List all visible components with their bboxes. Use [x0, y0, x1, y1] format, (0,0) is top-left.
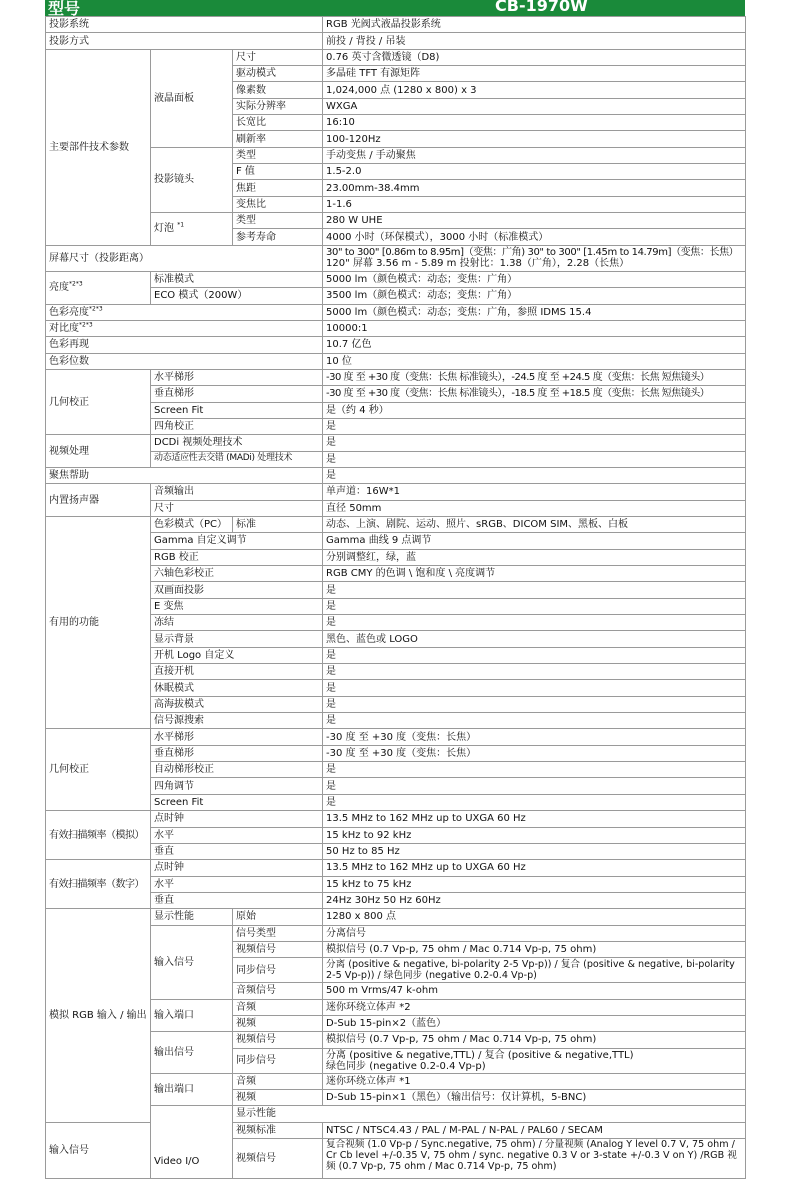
row-label: 直接开机: [151, 664, 323, 680]
row-value: D-Sub 15-pin×1（黑色）（输出信号：仅计算机，5-BNC): [323, 1089, 746, 1105]
row-value: 分离信号: [323, 925, 746, 941]
row-value: 手动变焦 / 手动聚焦: [323, 147, 746, 163]
row-value: 是: [323, 435, 746, 451]
row-label: 水平梯形: [151, 729, 323, 745]
table-row: [46, 1032, 746, 1048]
row-value: 单声道：16W*1: [323, 484, 746, 500]
table-row: [46, 696, 746, 712]
table-row: [46, 402, 746, 418]
row-value: 13.5 MHz to 162 MHz up to UXGA 60 Hz: [323, 811, 746, 827]
row-value: WXGA: [323, 98, 746, 114]
row-label: 像素数: [233, 82, 323, 98]
row-value: 分离 (positive & negative, bi-polarity 2-5 Vp-p)) / 复合 (positive & negative, bi-polarity 2-5 Vp-p)) / 绿色同步 (negative 0.2-0.4 Vp-p): [323, 958, 746, 983]
table-row: [46, 843, 746, 859]
table-row: [46, 876, 746, 892]
row-label: 垂直梯形: [151, 386, 323, 402]
table-row: [46, 271, 746, 287]
table-row: [46, 516, 746, 532]
row-value: 15 kHz to 75 kHz: [323, 876, 746, 892]
row-label: 视频信号: [233, 941, 323, 957]
table-row: [46, 582, 746, 598]
row-value: 是: [323, 664, 746, 680]
table-row: [46, 909, 746, 925]
row-label: 同步信号: [233, 958, 323, 983]
row-value: 500 m Vrms/47 k-ohm: [323, 983, 746, 999]
row-value: 3500 lm（颜色模式：动态；变焦：广角）: [323, 288, 746, 304]
table-row: [46, 713, 746, 729]
table-row: [46, 386, 746, 402]
section-label: 有效扫描频率（模拟）: [46, 811, 151, 860]
value-line: 30" to 300" [0.86m to 8.95m]（变焦：广角) 30" to 300" [1.45m to 14.79m]（变焦：长焦）: [326, 247, 739, 259]
row-sublabel: 标准: [233, 516, 323, 532]
section-label: [46, 271, 151, 304]
row-label: E 变焦: [151, 598, 323, 614]
table-row: [46, 631, 746, 647]
row-label: 冻结: [151, 615, 323, 631]
group-label: [151, 213, 233, 246]
row-label: 音频: [233, 1073, 323, 1089]
model-name: CB-1970W: [495, 0, 588, 15]
row-value: 前投 / 背投 / 吊装: [323, 33, 746, 49]
row-value: 16:10: [323, 115, 746, 131]
row-label: 驱动模式: [233, 66, 323, 82]
table-row: [46, 745, 746, 761]
row-value: 1.5-2.0: [323, 164, 746, 180]
row-sublabel: 原始: [233, 909, 323, 925]
row-label: Screen Fit: [151, 794, 323, 810]
row-label: 聚焦帮助: [46, 467, 323, 483]
brightness-label: 亮度: [49, 282, 69, 294]
table-row: [46, 369, 746, 385]
row-value: 模拟信号 (0.7 Vp-p, 75 ohm / Mac 0.714 Vp-p, 75 ohm): [323, 1032, 746, 1048]
group-label: 输入端口: [151, 999, 233, 1032]
table-row: [46, 892, 746, 908]
table-row: [46, 566, 746, 582]
row-label: Screen Fit: [151, 402, 323, 418]
row-label: 显示背景: [151, 631, 323, 647]
row-label: 垂直梯形: [151, 745, 323, 761]
value-line: 120" 屏幕 3.56 m - 5.89 m 投射比：1.38（广角），2.28（长焦）: [326, 258, 630, 270]
table-row: [46, 549, 746, 565]
row-label: 高海拔模式: [151, 696, 323, 712]
row-value: 0.76 英寸含微透镜（D8): [323, 49, 746, 65]
row-value: 100-120Hz: [323, 131, 746, 147]
row-label: 视频: [233, 1015, 323, 1031]
row-value: [323, 245, 746, 271]
row-label: 色彩模式（PC）: [151, 516, 233, 532]
row-value: 23.00mm-38.4mm: [323, 180, 746, 196]
row-label: 参考寿命: [233, 229, 323, 245]
row-label: 六轴色彩校正: [151, 566, 323, 582]
row-value: 是: [323, 762, 746, 778]
row-label: 水平梯形: [151, 369, 323, 385]
row-label: 视频: [233, 1089, 323, 1105]
row-label: 视频信号: [233, 1032, 323, 1048]
table-row: [46, 467, 746, 483]
row-label: 屏幕尺寸（投影距离）: [46, 245, 323, 271]
footnote-mark: *2*3: [79, 321, 93, 329]
group-label: 投影镜头: [151, 147, 233, 212]
row-value: 是: [323, 647, 746, 663]
row-value: 15 kHz to 92 kHz: [323, 827, 746, 843]
row-value: 模拟信号 (0.7 Vp-p, 75 ohm / Mac 0.714 Vp-p, 75 ohm): [323, 941, 746, 957]
color-brightness-label: 色彩亮度: [49, 306, 89, 318]
row-value: -30 度 至 +30 度（变焦：长焦）: [323, 745, 746, 761]
row-value: RGB 光阀式液晶投影系统: [323, 17, 746, 33]
table-row: [46, 213, 746, 229]
row-label: 自动梯形校正: [151, 762, 323, 778]
row-label: 色彩再现: [46, 337, 323, 353]
row-label: 类型: [233, 213, 323, 229]
table-row: [46, 500, 746, 516]
table-row: [46, 451, 746, 467]
table-row: [46, 615, 746, 631]
table-row: [46, 337, 746, 353]
table-header-bar: [45, 0, 745, 16]
row-label: 色彩位数: [46, 353, 323, 369]
value-line: 分离 (positive & negative,TTL) / 复合 (positive & negative,TTL): [326, 1049, 634, 1061]
row-value: 是: [323, 696, 746, 712]
row-label: 音频: [233, 999, 323, 1015]
row-value: 1-1.6: [323, 196, 746, 212]
row-value: 是: [323, 418, 746, 434]
row-label: 类型: [233, 147, 323, 163]
row-label: 休眠模式: [151, 680, 323, 696]
row-label: 尺寸: [151, 500, 323, 516]
row-value: 10000:1: [323, 320, 746, 336]
row-value: 多晶硅 TFT 有源矩阵: [323, 66, 746, 82]
row-value: 10 位: [323, 353, 746, 369]
table-row: [46, 1073, 746, 1089]
row-value: D-Sub 15-pin×2（蓝色）: [323, 1015, 746, 1031]
row-label: 信号源搜索: [151, 713, 323, 729]
table-row: [46, 647, 746, 663]
row-value: -30 度 至 +30 度（变焦：长焦 标准镜头），-24.5 度 至 +24.5 度（变焦：长焦 短焦镜头）: [323, 369, 746, 385]
table-row: [46, 1106, 746, 1122]
row-value: 24Hz 30Hz 50 Hz 60Hz: [323, 892, 746, 908]
row-value: [323, 1048, 746, 1073]
table-row: [46, 245, 746, 271]
row-label: Gamma 自定义调节: [151, 533, 323, 549]
table-row: [46, 598, 746, 614]
row-value: 50 Hz to 85 Hz: [323, 843, 746, 859]
row-label: [46, 304, 323, 320]
row-label: ECO 模式（200W）: [151, 288, 323, 304]
row-label: 点时钟: [151, 811, 323, 827]
row-value: 迷你环绕立体声 *2: [323, 999, 746, 1015]
table-row: [46, 435, 746, 451]
table-row: [46, 49, 746, 65]
row-value: 是: [323, 467, 746, 483]
table-row: [46, 418, 746, 434]
header-label: 型号: [48, 0, 81, 18]
row-value: RGB CMY 的色调 \ 饱和度 \ 亮度调节: [323, 566, 746, 582]
row-value: 1280 x 800 点: [323, 909, 746, 925]
group-label: 液晶面板: [151, 49, 233, 147]
row-label: 四角调节: [151, 778, 323, 794]
row-value: 是: [323, 778, 746, 794]
row-label: 尺寸: [233, 49, 323, 65]
footnote-mark: *2*3: [69, 280, 83, 288]
row-value: 是: [323, 598, 746, 614]
section-label: 模拟 RGB 输入 / 输出: [46, 909, 151, 1122]
row-value: 5000 lm（颜色模式：动态；变焦：广角，参照 IDMS 15.4: [323, 304, 746, 320]
table-row: [46, 664, 746, 680]
row-label: 水平: [151, 827, 323, 843]
row-value: 复合视频 (1.0 Vp-p / Sync.negative, 75 ohm) / 分量视频 (Analog Y level 0.7 V, 75 ohm / Cr Cb level +/-0.35 V, 75 ohm / sync. negative 0.3 V or 3-state +/-0.3 V on Y) /RGB 视频 (0.7 Vp-p, 75 ohm / Mac 0.714 Vp-p, 75 ohm): [323, 1139, 746, 1179]
lamp-label: 灯泡: [154, 223, 174, 235]
footnote-mark: *2*3: [89, 305, 103, 313]
table-row: [46, 794, 746, 810]
row-label: 垂直: [151, 892, 323, 908]
row-value: 5000 lm（颜色模式：动态；变焦：广角）: [323, 271, 746, 287]
table-row: [46, 680, 746, 696]
table-row: [46, 320, 746, 336]
row-label: 变焦比: [233, 196, 323, 212]
row-label: DCDi 视频处理技术: [151, 435, 323, 451]
section-label: 几何校正: [46, 729, 151, 811]
table-row: [46, 147, 746, 163]
row-label: 音频输出: [151, 484, 323, 500]
row-label: 四角校正: [151, 418, 323, 434]
row-value: 是: [323, 451, 746, 467]
table-row: [46, 484, 746, 500]
row-value: 黑色、蓝色或 LOGO: [323, 631, 746, 647]
row-label: 视频信号: [233, 1139, 323, 1179]
row-label: 刷新率: [233, 131, 323, 147]
section-label: 视频处理: [46, 435, 151, 468]
row-label: [46, 320, 323, 336]
table-row: [46, 353, 746, 369]
row-value: -30 度 至 +30 度（变焦：长焦 标准镜头），-18.5 度 至 +18.5 度（变焦：长焦 短焦镜头）: [323, 386, 746, 402]
table-row: [46, 288, 746, 304]
footnote-mark: *1: [177, 222, 185, 230]
row-value: 是: [323, 794, 746, 810]
row-label: 水平: [151, 876, 323, 892]
row-value: 分别调整红，绿，蓝: [323, 549, 746, 565]
row-value: 13.5 MHz to 162 MHz up to UXGA 60 Hz: [323, 860, 746, 876]
row-label: 投影方式: [46, 33, 323, 49]
row-label: 双画面投影: [151, 582, 323, 598]
row-label: 点时钟: [151, 860, 323, 876]
row-label: 音频信号: [233, 983, 323, 999]
row-value: 动态、上演、剧院、运动、照片、sRGB、DICOM SIM、黑板、白板: [323, 516, 746, 532]
row-value: 迷你环绕立体声 *1: [323, 1073, 746, 1089]
row-label: 显示性能: [233, 1106, 746, 1122]
group-label: 输出信号: [151, 1032, 233, 1073]
table-row: [46, 33, 746, 49]
row-value: 4000 小时（环保模式），3000 小时（标准模式）: [323, 229, 746, 245]
row-label: 开机 Logo 自定义: [151, 647, 323, 663]
row-label: 长宽比: [233, 115, 323, 131]
row-label: 同步信号: [233, 1048, 323, 1073]
table-row: [46, 999, 746, 1015]
row-label: 实际分辨率: [233, 98, 323, 114]
table-row: [46, 762, 746, 778]
table-row: [46, 827, 746, 843]
row-value: 280 W UHE: [323, 213, 746, 229]
row-value: 直径 50mm: [323, 500, 746, 516]
table-row: [46, 925, 746, 941]
table-row: [46, 778, 746, 794]
table-row: [46, 860, 746, 876]
section-label: 有效扫描频率（数字）: [46, 860, 151, 909]
group-label: 输入信号: [46, 1122, 151, 1178]
row-value: Gamma 曲线 9 点调节: [323, 533, 746, 549]
row-value: 是（约 4 秒）: [323, 402, 746, 418]
section-label: Video I/O: [151, 1106, 233, 1179]
row-value: 1,024,000 点 (1280 x 800) x 3: [323, 82, 746, 98]
row-label: 垂直: [151, 843, 323, 859]
table-row: [46, 17, 746, 33]
row-value: 是: [323, 615, 746, 631]
row-value: 10.7 亿色: [323, 337, 746, 353]
section-label: 内置扬声器: [46, 484, 151, 517]
group-label: 输出端口: [151, 1073, 233, 1106]
row-value: -30 度 至 +30 度（变焦：长焦）: [323, 729, 746, 745]
table-row: [46, 729, 746, 745]
table-row: [46, 304, 746, 320]
section-label: 几何校正: [46, 369, 151, 434]
contrast-label: 对比度: [49, 323, 79, 335]
value-line: 绿色同步 (negative 0.2-0.4 Vp-p): [326, 1060, 486, 1072]
table-row: [46, 811, 746, 827]
row-value: 是: [323, 582, 746, 598]
row-value: 是: [323, 680, 746, 696]
row-label: 视频标准: [233, 1122, 323, 1138]
section-label: 主要部件技术参数: [46, 49, 151, 245]
row-label: RGB 校正: [151, 549, 323, 565]
row-label: 显示性能: [151, 909, 233, 925]
row-label: 动态适应性去交错 (MADi) 处理技术: [151, 451, 323, 467]
row-label: 焦距: [233, 180, 323, 196]
row-label: F 值: [233, 164, 323, 180]
group-label: 输入信号: [151, 925, 233, 999]
spec-table: [45, 16, 746, 1179]
table-row: [46, 533, 746, 549]
row-value: 是: [323, 713, 746, 729]
row-label: 信号类型: [233, 925, 323, 941]
section-label: 有用的功能: [46, 516, 151, 728]
row-label: 投影系统: [46, 17, 323, 33]
row-value: NTSC / NTSC4.43 / PAL / M-PAL / N-PAL / PAL60 / SECAM: [323, 1122, 746, 1138]
row-label: 标准模式: [151, 271, 323, 287]
